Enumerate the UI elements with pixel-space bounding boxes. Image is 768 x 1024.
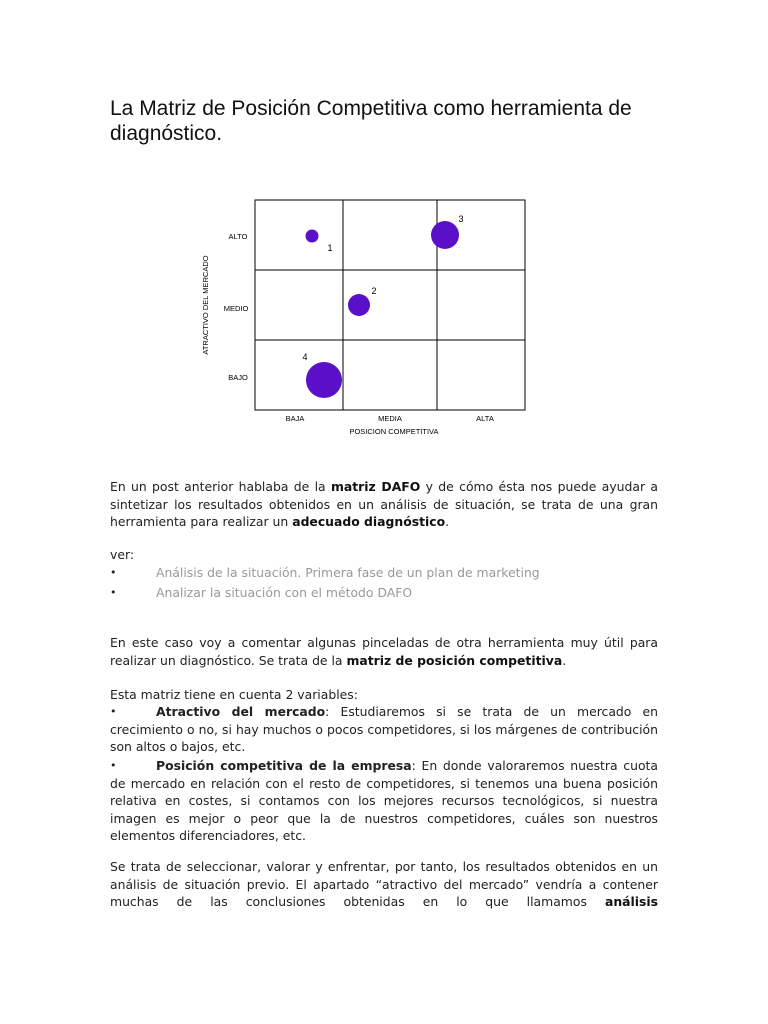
bubble-label-3: 3 <box>458 214 464 224</box>
p1-text-c: y de cómo ésta nos puede ayudar a sintetizar los resultados obtenidos en un análisis de situación, se trata de una gran herramienta para realizar un <box>110 479 659 529</box>
p1-text-e: . <box>445 514 450 529</box>
bubble-label-2: 2 <box>371 286 377 296</box>
bubble-4 <box>306 362 342 398</box>
list-item-posicion <box>110 757 658 845</box>
paragraph-intro <box>110 478 658 531</box>
bullet-icon: • <box>110 759 117 772</box>
p2-bold-matriz: matriz de posición competitiva <box>346 652 563 668</box>
variables-intro: Esta matriz tiene en cuenta 2 variables: <box>110 687 358 702</box>
row-label-bajo: BAJO <box>228 373 248 382</box>
p4-text-a: Se trata de seleccionar, valorar y enfrentar, por tanto, los resultados obtenidos en un análisis de situación previo. El apartado “atractivo del mercado” vendría a contener muchas de las conclusiones obtenidas en lo que llamamos <box>110 859 658 909</box>
bullet-icon: • <box>110 566 117 579</box>
var1-bold: Atractivo del mercado <box>156 704 326 719</box>
y-axis-title: ATRACTIVO DEL MERCADO <box>201 255 210 355</box>
list-item-atractivo <box>110 703 658 756</box>
bubble-3 <box>431 221 459 249</box>
bubble-1 <box>306 230 319 243</box>
col-label-baja: BAJA <box>285 414 305 423</box>
row-label-alto: ALTO <box>228 232 248 241</box>
col-label-media: MEDIA <box>378 414 402 423</box>
p4-bold-analisis: análisis <box>604 894 658 909</box>
paragraph-matriz-posicion <box>110 634 658 669</box>
link-analisis-situacion[interactable]: Análisis de la situación. Primera fase de un plan de marketing <box>156 565 540 580</box>
page-title: La Matriz de Posición Competitiva como herramienta de diagnóstico. <box>110 97 632 145</box>
p2-text-a: En este caso voy a comentar algunas pinceladas de otra herramienta muy útil para realizar un diagnóstico. Se trata de la <box>110 635 658 668</box>
var2-bold: Posición competitiva de la empresa <box>156 758 412 773</box>
p1-text-a: En un post anterior hablaba de la <box>110 479 331 494</box>
p2-text-c: . <box>562 652 567 668</box>
link-analizar-dafo[interactable]: Analizar la situación con el método DAFO <box>156 585 413 600</box>
competitive-position-matrix <box>190 190 540 445</box>
row-label-medio: MEDIO <box>223 304 249 313</box>
var1-text: : Estudiaremos si se trata de un mercado en crecimiento o no, si hay muchos o pocos competidores, si los márgenes de contribución son altos o bajos, etc. <box>110 704 658 754</box>
col-label-alta: ALTA <box>476 414 494 423</box>
matrix-border <box>255 200 525 410</box>
link-matriz-dafo[interactable]: matriz DAFO <box>330 479 421 494</box>
bubble-label-1: 1 <box>327 243 333 253</box>
bubble-2 <box>348 294 370 316</box>
bubble-label-4: 4 <box>302 352 308 362</box>
ver-label: ver: <box>110 547 135 562</box>
p1-bold-diagnostico: adecuado diagnóstico <box>292 514 446 529</box>
x-axis-title: POSICION COMPETITIVA <box>349 427 439 436</box>
paragraph-seleccionar <box>110 858 658 911</box>
var2-text: : En donde valoraremos nuestra cuota de mercado en relación con el resto de competidores, si tenemos una buena posición relativa en costes, si contamos con los mejores recursos tecnológicos, si nuestra imagen es mejor o peor que la de nuestros competidores, cuáles son nuestros elementos diferenciadores, etc. <box>110 758 658 843</box>
bullet-icon: • <box>110 705 117 718</box>
bullet-icon: • <box>110 586 117 599</box>
